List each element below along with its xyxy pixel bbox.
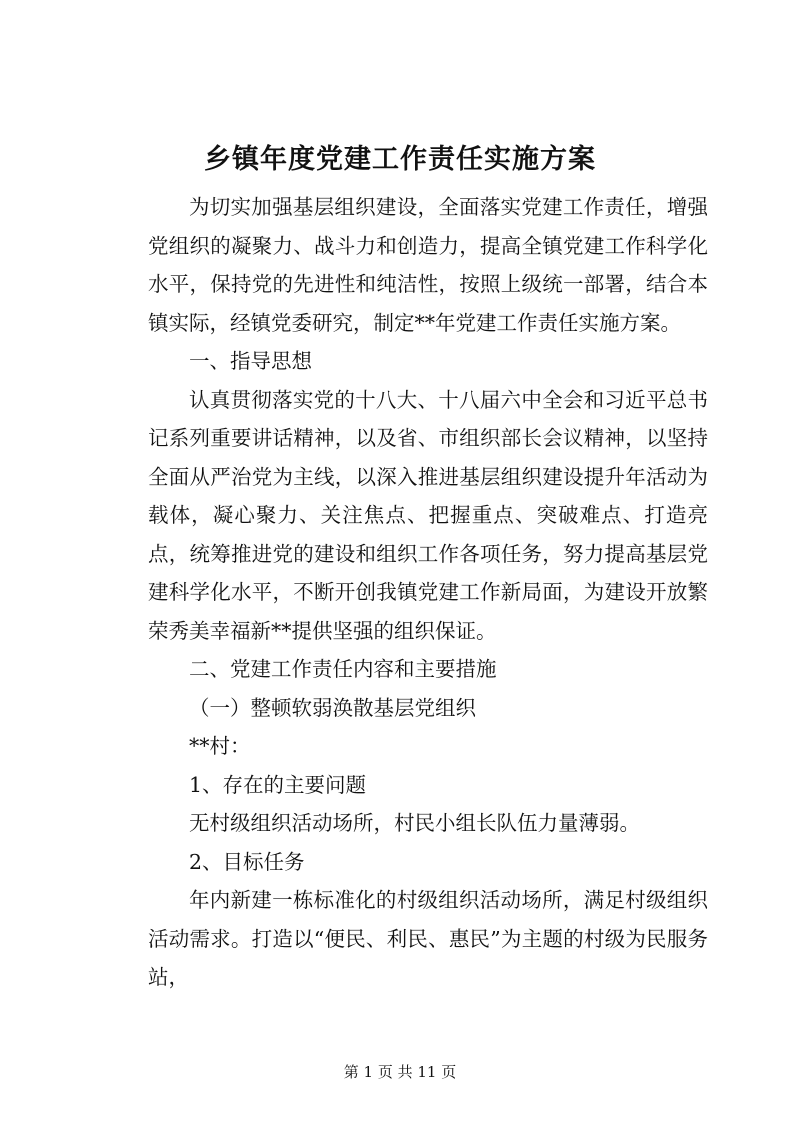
problems-paragraph: 无村级组织活动场所，村民小组长队伍力量薄弱。 <box>189 811 640 835</box>
section-heading-responsibilities: 二、党建工作责任内容和主要措施 <box>189 657 497 681</box>
section-heading-guiding-ideology: 一、指导思想 <box>189 349 312 373</box>
item-heading-problems: 1、存在的主要问题 <box>189 772 367 797</box>
page-number-footer: 第 1 页 共 11 页 <box>343 1063 457 1081</box>
village-label: **村： <box>189 734 251 758</box>
document-body <box>148 188 708 997</box>
subsection-heading-rectification: （一）整顿软弱涣散基层党组织 <box>189 695 476 720</box>
targets-paragraph: 年内新建一栋标准化的村级组织活动场所，满足村级组织活动需求。打造以“便民、利民、惠民”为主题的村级为民服务站， <box>148 888 708 989</box>
document-title: 乡镇年度党建工作责任实施方案 <box>204 144 596 175</box>
intro-paragraph: 为切实加强基层组织建设，全面落实党建工作责任，增强党组织的凝聚力、战斗力和创造力，提高全镇党建工作科学化水平，保持党的先进性和纯洁性，按照上级统一部署，结合本镇实际，经镇党委研究，制定**年党建工作责任实施方案。 <box>148 195 708 335</box>
item-heading-targets: 2、目标任务 <box>189 849 305 874</box>
guiding-ideology-paragraph: 认真贯彻落实党的十八大、十八届六中全会和习近平总书记系列重要讲话精神，以及省、市组织部长会议精神，以坚持全面从严治党为主线，以深入推进基层组织建设提升年活动为载体，凝心聚力、关注焦点、把握重点、突破难点、打造亮点，统筹推进党的建设和组织工作各项任务，努力提高基层党建科学化水平，不断开创我镇党建工作新局面，为建设开放繁荣秀美幸福新**提供坚强的组织保证。 <box>148 387 708 643</box>
